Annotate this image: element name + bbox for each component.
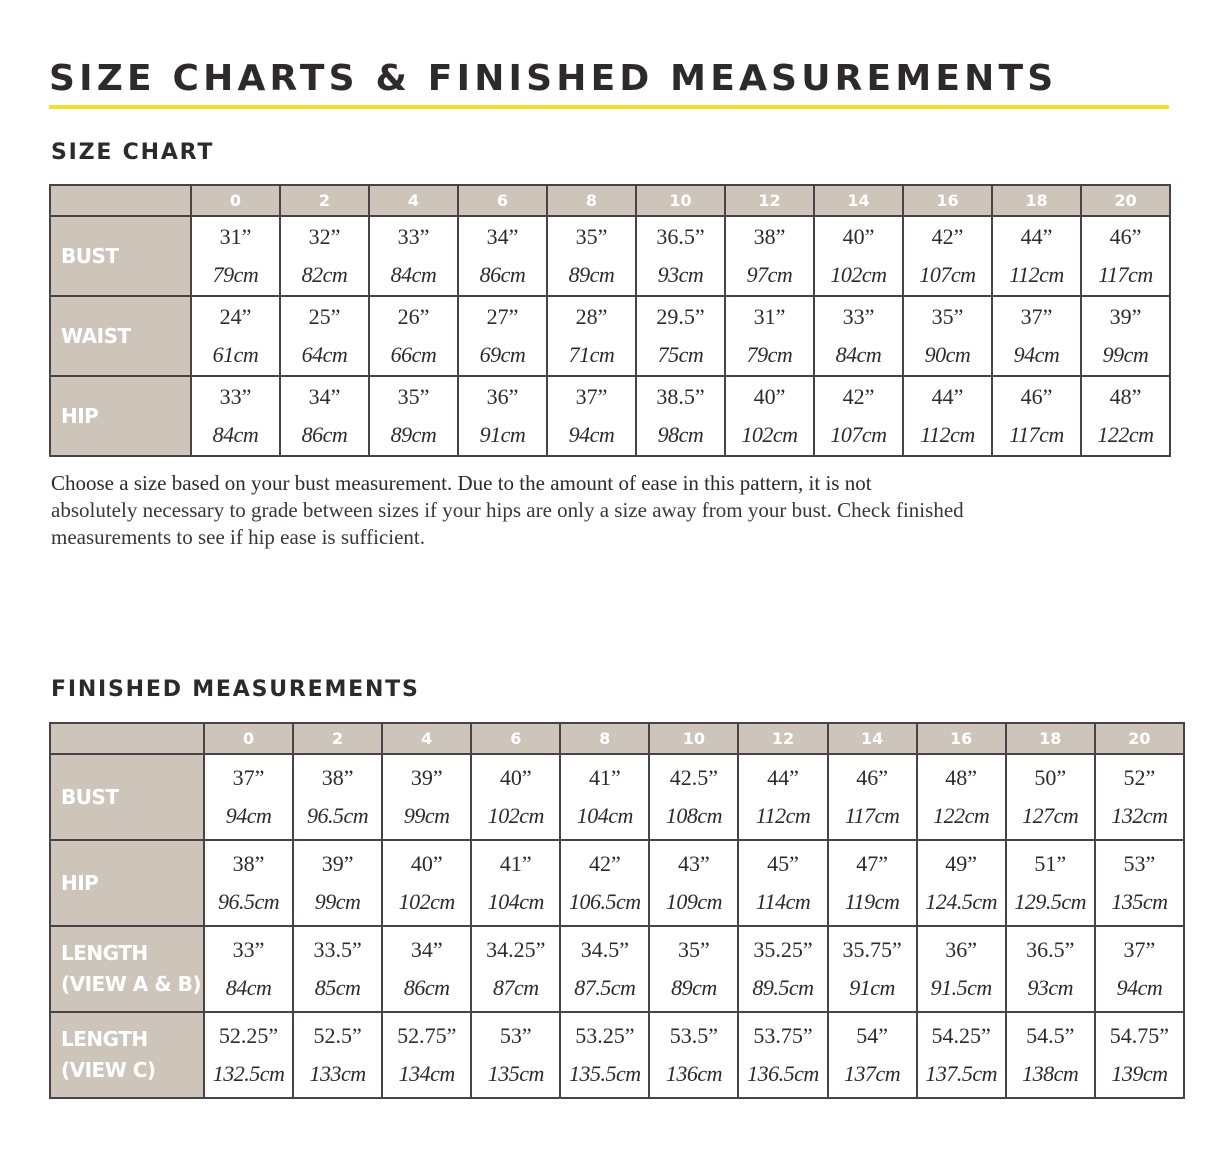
cm-value: 89.5cm — [752, 975, 814, 1000]
inches-value: 52” — [1123, 765, 1156, 790]
cm-value: 104cm — [487, 889, 544, 914]
inches-value: 49” — [945, 851, 978, 876]
inches-value: 37” — [1020, 304, 1053, 329]
size-header-2: 2 — [280, 185, 369, 216]
cm-value: 137cm — [844, 1061, 901, 1086]
inches-value: 47” — [856, 851, 888, 876]
size-chart-table — [49, 184, 1171, 457]
cm-value: 99cm — [314, 889, 361, 914]
cm-value: 135cm — [487, 1061, 544, 1086]
measurement-cell — [204, 754, 293, 840]
inches-value: 52.5” — [313, 1023, 362, 1048]
inches-value: 45” — [767, 851, 799, 876]
size-header-row — [50, 723, 1184, 754]
cm-value: 102cm — [741, 422, 798, 447]
inches-value: 51” — [1034, 851, 1067, 876]
size-header-row — [50, 185, 1170, 216]
cm-value: 133cm — [309, 1061, 366, 1086]
cm-value: 86cm — [301, 422, 348, 447]
size-chart-title: SIZE CHART — [51, 140, 215, 165]
size-header-4: 4 — [369, 185, 458, 216]
measurement-cell — [382, 926, 471, 1012]
cm-value: 66cm — [390, 342, 437, 367]
cm-value: 84cm — [835, 342, 882, 367]
size-header-10: 10 — [636, 185, 725, 216]
cm-value: 61cm — [212, 342, 259, 367]
inches-value: 36.5” — [656, 224, 705, 249]
inches-value: 42” — [588, 851, 621, 876]
cm-value: 90cm — [924, 342, 971, 367]
measurement-cell — [814, 376, 903, 456]
inches-value: 41” — [499, 851, 532, 876]
measurement-cell — [903, 296, 992, 376]
inches-value: 48” — [945, 765, 978, 790]
inches-value: 53.25” — [575, 1023, 635, 1048]
row-label: BUST — [50, 754, 204, 840]
cm-value: 112cm — [755, 803, 811, 828]
measurement-cell — [725, 296, 814, 376]
measurement-cell — [293, 840, 382, 926]
cm-value: 134cm — [398, 1061, 455, 1086]
inches-value: 50” — [1034, 765, 1067, 790]
inches-value: 32” — [308, 224, 341, 249]
cm-value: 114cm — [755, 889, 811, 914]
inches-value: 53.5” — [669, 1023, 719, 1048]
cm-value: 94cm — [1116, 975, 1163, 1000]
row-label: HIP — [50, 376, 191, 456]
measurement-cell — [560, 754, 649, 840]
inches-value: 42.5” — [669, 765, 719, 790]
cm-value: 82cm — [301, 262, 348, 287]
size-header-16: 16 — [917, 723, 1006, 754]
cm-value: 122cm — [1097, 422, 1154, 447]
inches-value: 40” — [499, 765, 532, 790]
inches-value: 46” — [1109, 224, 1142, 249]
finished-measurements-table — [49, 722, 1185, 1099]
size-header-14: 14 — [828, 723, 917, 754]
measurement-row — [50, 754, 1184, 840]
measurement-cell — [204, 1012, 293, 1098]
measurement-cell — [191, 296, 280, 376]
measurement-cell — [560, 840, 649, 926]
title-underline — [49, 105, 1169, 109]
measurement-cell — [1081, 296, 1170, 376]
measurement-cell — [1081, 376, 1170, 456]
inches-value: 54.75” — [1109, 1023, 1170, 1048]
measurement-cell — [369, 376, 458, 456]
inches-value: 42” — [931, 224, 964, 249]
size-header-4: 4 — [382, 723, 471, 754]
cm-value: 122cm — [933, 803, 990, 828]
measurement-cell — [204, 926, 293, 1012]
measurement-cell — [458, 216, 547, 296]
cm-value: 71cm — [568, 342, 615, 367]
measurement-cell — [814, 296, 903, 376]
measurement-cell — [1006, 840, 1095, 926]
measurement-cell — [636, 296, 725, 376]
cm-value: 99cm — [1102, 342, 1149, 367]
measurement-cell — [649, 754, 738, 840]
inches-value: 46” — [1020, 384, 1053, 409]
inches-value: 38” — [753, 224, 786, 249]
cm-value: 85cm — [314, 975, 361, 1000]
measurement-cell — [1006, 926, 1095, 1012]
measurement-cell — [1095, 1012, 1184, 1098]
note-line: measurements to see if hip ease is sufficient. — [51, 525, 426, 549]
measurement-row — [50, 840, 1184, 926]
size-header-10: 10 — [649, 723, 738, 754]
measurement-cell — [636, 376, 725, 456]
cm-value: 108cm — [665, 803, 722, 828]
inches-value: 37” — [232, 765, 265, 790]
measurement-cell — [560, 926, 649, 1012]
cm-value: 136.5cm — [747, 1061, 819, 1086]
row-label — [50, 926, 204, 1012]
cm-value: 107cm — [830, 422, 887, 447]
inches-value: 44” — [1020, 224, 1053, 249]
measurement-cell — [458, 296, 547, 376]
measurement-cell — [471, 840, 560, 926]
cm-value: 102cm — [830, 262, 887, 287]
inches-value: 33” — [232, 937, 265, 962]
cm-value: 137.5cm — [925, 1061, 997, 1086]
inches-value: 33” — [219, 384, 252, 409]
cm-value: 112cm — [1009, 262, 1064, 287]
cm-value: 109cm — [665, 889, 722, 914]
cm-value: 91cm — [479, 422, 526, 447]
cm-value: 97cm — [746, 262, 793, 287]
measurement-cell — [1081, 216, 1170, 296]
size-header-16: 16 — [903, 185, 992, 216]
finished-measurements-title: FINISHED MEASUREMENTS — [51, 677, 420, 702]
row-label: WAIST — [50, 296, 191, 376]
inches-value: 37” — [1123, 937, 1156, 962]
inches-value: 38” — [232, 851, 265, 876]
inches-value: 39” — [1109, 304, 1142, 329]
inches-value: 33” — [397, 224, 430, 249]
measurement-row — [50, 216, 1170, 296]
cm-value: 98cm — [657, 422, 704, 447]
inches-value: 40” — [753, 384, 786, 409]
cm-value: 104cm — [576, 803, 633, 828]
measurement-cell — [917, 926, 1006, 1012]
inches-value: 52.25” — [218, 1023, 279, 1048]
cm-value: 102cm — [487, 803, 544, 828]
inches-value: 31” — [219, 224, 252, 249]
size-header-12: 12 — [738, 723, 827, 754]
measurement-cell — [458, 376, 547, 456]
corner-cell — [50, 723, 204, 754]
cm-value: 64cm — [301, 342, 348, 367]
size-header-12: 12 — [725, 185, 814, 216]
measurement-cell — [828, 1012, 917, 1098]
cm-value: 127cm — [1022, 803, 1079, 828]
measurement-cell — [636, 216, 725, 296]
row-label — [50, 1012, 204, 1098]
inches-value: 40” — [842, 224, 875, 249]
cm-value: 139cm — [1111, 1061, 1168, 1086]
measurement-cell — [471, 1012, 560, 1098]
size-header-20: 20 — [1081, 185, 1170, 216]
cm-value: 79cm — [212, 262, 259, 287]
inches-value: 42” — [842, 384, 875, 409]
inches-value: 34.5” — [580, 937, 629, 962]
cm-value: 132.5cm — [212, 1061, 285, 1086]
page-title: SIZE CHARTS & FINISHED MEASUREMENTS — [49, 58, 1058, 99]
cm-value: 86cm — [479, 262, 526, 287]
inches-value: 35” — [931, 304, 964, 329]
measurement-row — [50, 926, 1184, 1012]
measurement-cell — [560, 1012, 649, 1098]
inches-value: 53” — [499, 1023, 532, 1048]
measurement-cell — [1095, 754, 1184, 840]
inches-value: 35” — [397, 384, 430, 409]
measurement-cell — [280, 376, 369, 456]
size-header-0: 0 — [191, 185, 280, 216]
inches-value: 36” — [486, 384, 519, 409]
measurement-cell — [738, 840, 827, 926]
measurement-cell — [204, 840, 293, 926]
measurement-cell — [649, 1012, 738, 1098]
inches-value: 40” — [410, 851, 443, 876]
measurement-cell — [725, 216, 814, 296]
inches-value: 44” — [931, 384, 964, 409]
measurement-cell — [828, 840, 917, 926]
measurement-cell — [1095, 926, 1184, 1012]
cm-value: 135cm — [1111, 889, 1168, 914]
cm-value: 75cm — [657, 342, 704, 367]
inches-value: 34” — [486, 224, 519, 249]
measurement-cell — [471, 926, 560, 1012]
size-header-18: 18 — [992, 185, 1081, 216]
corner-cell — [50, 185, 191, 216]
measurement-cell — [903, 376, 992, 456]
row-label-line: LENGTH — [61, 1027, 148, 1051]
inches-value: 33.5” — [313, 937, 362, 962]
measurement-cell — [382, 754, 471, 840]
measurement-cell — [917, 1012, 1006, 1098]
measurement-cell — [738, 1012, 827, 1098]
measurement-cell — [828, 754, 917, 840]
measurement-cell — [992, 296, 1081, 376]
measurement-cell — [547, 376, 636, 456]
measurement-cell — [547, 216, 636, 296]
row-label-line: (VIEW A & B) — [61, 972, 201, 996]
cm-value: 84cm — [225, 975, 272, 1000]
measurement-cell — [280, 216, 369, 296]
cm-value: 84cm — [212, 422, 259, 447]
cm-value: 89cm — [568, 262, 615, 287]
cm-value: 84cm — [390, 262, 437, 287]
note-line: Choose a size based on your bust measurement. Due to the amount of ease in this pattern, it is not — [51, 471, 872, 495]
measurement-cell — [382, 840, 471, 926]
measurement-cell — [293, 1012, 382, 1098]
inches-value: 48” — [1109, 384, 1142, 409]
cm-value: 89cm — [390, 422, 437, 447]
measurement-cell — [903, 216, 992, 296]
cm-value: 69cm — [479, 342, 526, 367]
size-header-2: 2 — [293, 723, 382, 754]
size-header-14: 14 — [814, 185, 903, 216]
cm-value: 91.5cm — [930, 975, 992, 1000]
cm-value: 89cm — [671, 975, 717, 1000]
measurement-cell — [293, 754, 382, 840]
inches-value: 31” — [753, 304, 786, 329]
size-header-6: 6 — [458, 185, 547, 216]
cm-value: 117cm — [844, 803, 900, 828]
cm-value: 94cm — [1013, 342, 1060, 367]
measurement-cell — [369, 216, 458, 296]
inches-value: 54.25” — [931, 1023, 991, 1048]
inches-value: 26” — [397, 304, 430, 329]
measurement-cell — [382, 1012, 471, 1098]
inches-value: 37” — [575, 384, 608, 409]
cm-value: 117cm — [1098, 262, 1153, 287]
cm-value: 132cm — [1111, 803, 1168, 828]
measurement-cell — [191, 216, 280, 296]
cm-value: 124.5cm — [925, 889, 997, 914]
cm-value: 136cm — [665, 1061, 722, 1086]
cm-value: 119cm — [844, 889, 900, 914]
measurement-cell — [738, 926, 827, 1012]
measurement-row — [50, 1012, 1184, 1098]
inches-value: 46” — [856, 765, 888, 790]
measurement-cell — [280, 296, 369, 376]
inches-value: 27” — [486, 304, 519, 329]
row-label: BUST — [50, 216, 191, 296]
measurement-cell — [738, 754, 827, 840]
measurement-cell — [917, 754, 1006, 840]
row-label: HIP — [50, 840, 204, 926]
inches-value: 36.5” — [1026, 937, 1075, 962]
cm-value: 112cm — [920, 422, 975, 447]
size-header-8: 8 — [560, 723, 649, 754]
cm-value: 91cm — [849, 975, 895, 1000]
size-header-20: 20 — [1095, 723, 1184, 754]
size-header-0: 0 — [204, 723, 293, 754]
cm-value: 79cm — [746, 342, 793, 367]
inches-value: 39” — [410, 765, 443, 790]
inches-value: 24” — [219, 304, 252, 329]
size-header-6: 6 — [471, 723, 560, 754]
measurement-cell — [191, 376, 280, 456]
inches-value: 36” — [945, 937, 978, 962]
inches-value: 28” — [575, 304, 608, 329]
inches-value: 43” — [678, 851, 710, 876]
inches-value: 54” — [856, 1023, 888, 1048]
inches-value: 35” — [575, 224, 608, 249]
measurement-cell — [1095, 840, 1184, 926]
measurement-cell — [471, 754, 560, 840]
size-guidance-note — [51, 470, 1151, 551]
size-header-18: 18 — [1006, 723, 1095, 754]
inches-value: 38” — [321, 765, 354, 790]
cm-value: 106.5cm — [569, 889, 641, 914]
inches-value: 54.5” — [1026, 1023, 1075, 1048]
note-line: absolutely necessary to grade between sizes if your hips are only a size away from your bust. Check finished — [51, 498, 964, 522]
inches-value: 34” — [308, 384, 341, 409]
cm-value: 93cm — [1027, 975, 1074, 1000]
inches-value: 35.75” — [842, 937, 902, 962]
cm-value: 94cm — [568, 422, 615, 447]
cm-value: 96.5cm — [307, 803, 369, 828]
measurement-cell — [293, 926, 382, 1012]
measurement-cell — [369, 296, 458, 376]
inches-value: 29.5” — [656, 304, 705, 329]
inches-value: 25” — [308, 304, 341, 329]
measurement-cell — [649, 840, 738, 926]
measurement-cell — [1006, 754, 1095, 840]
inches-value: 35” — [678, 937, 710, 962]
inches-value: 53.75” — [753, 1023, 813, 1048]
cm-value: 135.5cm — [569, 1061, 641, 1086]
inches-value: 41” — [588, 765, 621, 790]
row-label-line: LENGTH — [61, 941, 148, 965]
measurement-cell — [725, 376, 814, 456]
measurement-cell — [547, 296, 636, 376]
measurement-cell — [1006, 1012, 1095, 1098]
cm-value: 107cm — [919, 262, 976, 287]
measurement-row — [50, 296, 1170, 376]
inches-value: 39” — [321, 851, 354, 876]
row-label-line: (VIEW C) — [61, 1058, 156, 1082]
measurement-cell — [814, 216, 903, 296]
inches-value: 34.25” — [486, 937, 546, 962]
cm-value: 102cm — [398, 889, 455, 914]
inches-value: 38.5” — [656, 384, 705, 409]
cm-value: 87.5cm — [574, 975, 636, 1000]
size-header-8: 8 — [547, 185, 636, 216]
inches-value: 34” — [410, 937, 443, 962]
measurement-cell — [828, 926, 917, 1012]
cm-value: 117cm — [1009, 422, 1064, 447]
cm-value: 93cm — [657, 262, 704, 287]
cm-value: 87cm — [492, 975, 539, 1000]
measurement-row — [50, 376, 1170, 456]
cm-value: 138cm — [1022, 1061, 1079, 1086]
measurement-cell — [992, 376, 1081, 456]
inches-value: 33” — [842, 304, 875, 329]
cm-value: 96.5cm — [217, 889, 280, 914]
cm-value: 99cm — [403, 803, 450, 828]
inches-value: 52.75” — [397, 1023, 457, 1048]
inches-value: 44” — [767, 765, 799, 790]
measurement-cell — [649, 926, 738, 1012]
cm-value: 86cm — [403, 975, 450, 1000]
measurement-cell — [917, 840, 1006, 926]
measurement-cell — [992, 216, 1081, 296]
cm-value: 129.5cm — [1014, 889, 1087, 914]
inches-value: 53” — [1123, 851, 1156, 876]
cm-value: 94cm — [225, 803, 272, 828]
inches-value: 35.25” — [753, 937, 813, 962]
